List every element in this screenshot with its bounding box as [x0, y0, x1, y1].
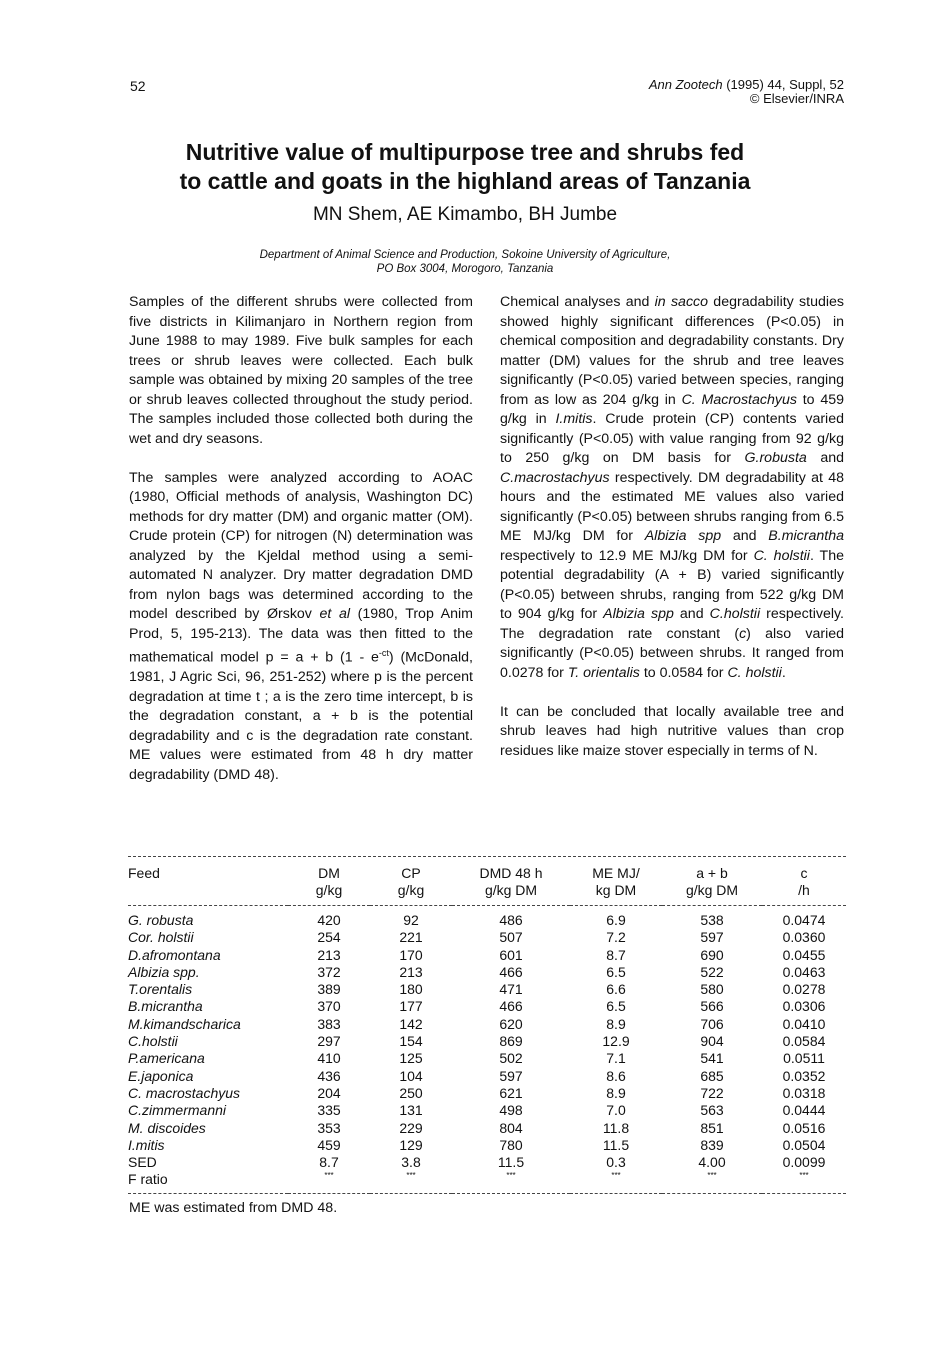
- column-header: DM g/kg: [288, 857, 370, 906]
- table-cell: E.japonica: [128, 1067, 194, 1084]
- table-row: [128, 1137, 846, 1154]
- table-cell: ***: [707, 1171, 717, 1181]
- table-cell: 420: [317, 912, 341, 928]
- table-cell: 4.00: [698, 1154, 726, 1171]
- table-cell: ***: [506, 1171, 516, 1181]
- table-row: [128, 1068, 846, 1085]
- table-cell: Albizia spp.: [128, 963, 200, 980]
- table-cell: 125: [399, 1050, 423, 1067]
- paragraph-conclusion: It can be concluded that locally available tree and shrub leaves had high nutritive values than crop residues like maize stover especially in terms of N.: [500, 703, 844, 759]
- table-cell: 466: [499, 998, 523, 1015]
- table-row: [128, 1120, 846, 1137]
- table-row: [128, 947, 846, 964]
- table-cell: 541: [700, 1050, 724, 1067]
- table-cell: 459: [317, 1136, 341, 1153]
- table-cell: 471: [499, 981, 523, 998]
- table-row: [128, 998, 846, 1015]
- table-cell: T.orentalis: [128, 981, 193, 998]
- paragraph-sampling: Samples of the different shrubs were collected from five districts in Kilimanjaro in Northern region from June 1988 to may 1989. Five bulk samples for each trees or shrub leaves were collected. Each bulk sample was obtained by mixing 20 samples of the tree or shrub leaves collected throughout the study period. The samples included those collected both during the wet and dry seasons.: [129, 294, 473, 447]
- table-cell: 597: [499, 1067, 523, 1084]
- table-cell: 0.0410: [782, 1015, 826, 1032]
- table-cell: 410: [317, 1050, 341, 1067]
- table-cell: 839: [700, 1136, 724, 1153]
- table-row: [128, 981, 846, 998]
- column-header: DMD 48 h g/kg DM: [452, 857, 570, 906]
- table-cell: 563: [700, 1102, 724, 1119]
- table-cell: 213: [317, 946, 341, 963]
- table-cell: 180: [399, 981, 423, 998]
- paper-title: Nutritive value of multipurpose tree and shrubs fed to cattle and goats in the highland areas of Tanzania: [179, 139, 751, 194]
- table-cell: 0.0504: [782, 1136, 826, 1153]
- table-cell: 389: [317, 981, 341, 998]
- table-cell: 7.2: [606, 929, 626, 946]
- table-cell: 0.0474: [782, 912, 826, 928]
- table-cell: P.americana: [128, 1050, 205, 1067]
- table-cell: 0.0516: [782, 1119, 826, 1136]
- table-cell: 507: [499, 929, 523, 946]
- table-cell: 851: [700, 1119, 724, 1136]
- table-cell: 383: [317, 1015, 341, 1032]
- table-cell: 204: [317, 1084, 341, 1101]
- page-number: 52: [130, 78, 146, 94]
- table-cell: 7.0: [606, 1102, 626, 1119]
- journal-volume: (1995) 44, Suppl, 52: [722, 77, 844, 92]
- table-cell: 92: [403, 912, 419, 928]
- table-cell: ***: [324, 1171, 334, 1181]
- table-cell: 0.0099: [782, 1154, 826, 1171]
- table-cell: Cor. holstii: [128, 929, 194, 946]
- table-cell: 170: [399, 946, 423, 963]
- table-cell: 0.0306: [782, 998, 826, 1015]
- column-header: a + b g/kg DM: [662, 857, 762, 906]
- table-cell: 335: [317, 1102, 341, 1119]
- table-cell: 538: [700, 912, 724, 928]
- table-cell: 6.9: [606, 912, 626, 928]
- table-cell: C.zimmermanni: [128, 1102, 227, 1119]
- table-cell: 177: [399, 998, 423, 1015]
- column-header: c /h: [762, 857, 846, 906]
- table-cell: 620: [499, 1015, 523, 1032]
- table-row: [128, 1085, 846, 1102]
- table-cell: 8.9: [606, 1084, 626, 1101]
- table-cell: ***: [611, 1171, 621, 1181]
- table-cell: 0.0278: [782, 981, 826, 998]
- table-cell: G. robusta: [128, 912, 194, 928]
- table-cell: 8.6: [606, 1067, 626, 1084]
- table-cell: 6.5: [606, 998, 626, 1015]
- table-cell: 601: [499, 946, 523, 963]
- right-column: [500, 293, 844, 781]
- table-cell: 0.0511: [783, 1050, 825, 1067]
- table-cell: 621: [499, 1084, 523, 1101]
- table-cell: 722: [700, 1084, 724, 1101]
- table-cell: 221: [399, 929, 423, 946]
- table-cell: D.afromontana: [128, 946, 221, 963]
- table-cell: 11.5: [602, 1136, 630, 1153]
- table-row: [128, 1033, 846, 1050]
- table-cell: SED: [128, 1154, 157, 1171]
- table-cell: 229: [399, 1119, 423, 1136]
- table-cell: 6.5: [606, 963, 626, 980]
- affiliation: Department of Animal Science and Production, Sokoine University of Agriculture, PO Box 3004, Morogoro, Tanzania: [259, 249, 671, 275]
- table-cell: 250: [399, 1084, 423, 1101]
- table-cell: 0.0360: [782, 929, 826, 946]
- table-cell: 0.0318: [782, 1084, 826, 1101]
- table-row: [128, 1102, 846, 1119]
- table-cell: 213: [399, 963, 423, 980]
- table-cell: 706: [700, 1015, 724, 1032]
- publisher: © Elsevier/INRA: [749, 91, 844, 106]
- table-row: [128, 1154, 846, 1171]
- journal-citation: [649, 78, 844, 106]
- table-cell: 486: [499, 912, 523, 928]
- table-cell: 580: [700, 981, 724, 998]
- table-cell: 0.0584: [782, 1033, 826, 1050]
- table-body: [128, 906, 846, 1194]
- table-cell: 8.7: [606, 946, 626, 963]
- table-cell: 131: [399, 1102, 423, 1119]
- table-cell: 7.1: [606, 1050, 626, 1067]
- table-cell: 0.0463: [782, 963, 826, 980]
- table-cell: 11.5: [497, 1154, 525, 1171]
- table-cell: 685: [700, 1067, 724, 1084]
- table-cell: 597: [700, 929, 724, 946]
- column-header: CP g/kg: [370, 857, 452, 906]
- table-cell: 690: [700, 946, 724, 963]
- table-cell: 498: [499, 1102, 523, 1119]
- results-table: [128, 856, 846, 1194]
- table-cell: 780: [499, 1136, 523, 1153]
- table-cell: 104: [399, 1067, 423, 1084]
- table-row: [128, 1016, 846, 1033]
- column-header: Feed: [128, 857, 288, 906]
- table-cell: B.micrantha: [128, 998, 203, 1015]
- table-cell: 804: [499, 1119, 523, 1136]
- left-column: [129, 293, 473, 805]
- table-cell: 3.8: [401, 1154, 421, 1171]
- table-cell: 869: [499, 1033, 523, 1050]
- table-cell: 154: [399, 1033, 423, 1050]
- table-cell: 372: [317, 963, 341, 980]
- table-cell: 142: [399, 1015, 423, 1032]
- table-cell: 904: [700, 1033, 724, 1050]
- journal-name: Ann Zootech: [648, 77, 723, 92]
- table-cell: C. macrostachyus: [128, 1084, 241, 1101]
- table-cell: 6.6: [606, 981, 626, 998]
- table-cell: 129: [399, 1136, 423, 1153]
- table-cell: I.mitis: [128, 1136, 165, 1153]
- table-cell: C.holstii: [128, 1033, 178, 1050]
- table-cell: 11.8: [602, 1119, 630, 1136]
- table-cell: 254: [317, 929, 341, 946]
- table-footnote: ME was estimated from DMD 48.: [129, 1200, 338, 1216]
- table-row: [128, 929, 846, 946]
- table-cell: 522: [700, 963, 724, 980]
- table-cell: 370: [317, 998, 341, 1015]
- table-cell: 502: [499, 1050, 523, 1067]
- column-header: ME MJ/ kg DM: [570, 857, 662, 906]
- table-cell: 297: [317, 1033, 341, 1050]
- table-row: [128, 912, 846, 929]
- table-cell: 436: [317, 1067, 341, 1084]
- paragraph-methods: The samples were analyzed according to AOAC (1980, Official methods of analysis, Washington DC) methods for dry matter (DM) and organic matter (OM). Crude protein (CP) for nitrogen (N) determination was analyzed by the Kjeldal method using a semi-automated N analyzer. Dry matter degradation DMD from nylon bags was determined according to the model described by Ørskov et al (1980, Trop Anim Prod, 5, 195-213). The data was then fitted to the mathematical model p = a + b $(1 - e^{-ct})$ (McDonald, 1981, J Agric Sci, 96, 251-252) where p is the percent degradation at time t ; a is the zero time intercept, b is the degradation constant, a + b is the potential degradability and c is the degradation rate constant. ME values were estimated from 48 h dry matter degradability (DMD 48).: [129, 469, 473, 783]
- table-cell: 8.9: [606, 1015, 626, 1032]
- table-row: [128, 1171, 846, 1188]
- table-cell: 12.9: [602, 1033, 630, 1050]
- table-cell: 0.0455: [782, 946, 826, 963]
- table-row: [128, 964, 846, 981]
- table-cell: M.kimandscharica: [128, 1015, 241, 1032]
- table-cell: 0.0352: [782, 1067, 826, 1084]
- table-cell: 566: [700, 998, 724, 1015]
- authors: MN Shem, AE Kimambo, BH Jumbe: [312, 204, 618, 225]
- table-cell: 0.3: [606, 1154, 626, 1171]
- table-cell: 0.0444: [782, 1102, 826, 1119]
- table-cell: 8.7: [319, 1154, 339, 1171]
- table-cell: ***: [799, 1171, 809, 1181]
- table-cell: ***: [406, 1171, 416, 1181]
- table-header-row: [128, 857, 846, 906]
- table-row: [128, 1050, 846, 1067]
- table-cell: F ratio: [128, 1171, 168, 1188]
- table-cell: 353: [317, 1119, 341, 1136]
- paragraph-results: Chemical analyses and in sacco degradability studies showed highly significant differences (P<0.05) in chemical composition and degradability constants. Dry matter (DM) values for the shrub and tree leaves significantly (P<0.05) varied between species, ranging from as low as 204 g/kg in C. Macrostachyus to 459 g/kg in I.mitis. Crude protein (CP) contents varied significantly (P<0.05) with value ranging from 92 g/kg to 250 g/kg on DM basis for G.robusta and C.macrostachyus respectively. DM degradability at 48 hours and the estimated ME values also varied significantly (P<0.05) between shrubs ranging from 6.5 ME MJ/kg DM for Albizia spp and B.micrantha respectively to 12.9 ME MJ/kg DM for C. holstii. The potential degradability (A + B) varied significantly (P<0.05) between shrubs, ranging from 522 g/kg DM to 904 g/kg for Albizia spp and C.holstii respectively. The degradation rate constant (c) also varied significantly (P<0.05) between shrubs. It ranged from 0.0278 for T. orientalis to 0.0584 for C. holstii.: [500, 294, 845, 681]
- table-cell: 466: [499, 963, 523, 980]
- table-cell: M. discoides: [128, 1119, 206, 1136]
